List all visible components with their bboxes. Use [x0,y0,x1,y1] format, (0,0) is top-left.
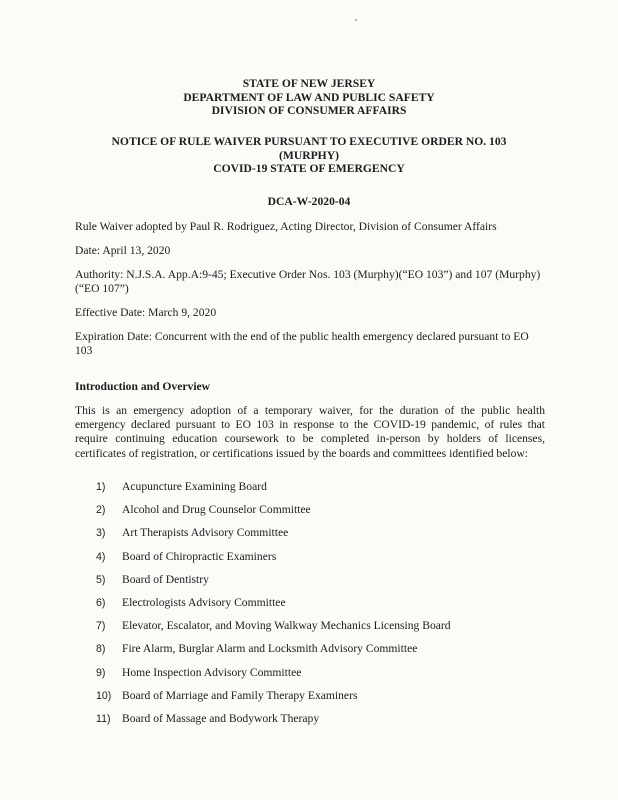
list-item [96,503,451,526]
list-item-name: Board of Massage and Bodywork Therapy [122,711,320,725]
list-item [96,596,451,619]
list-item-number: 7) [96,620,106,633]
list-item-number: 5) [96,573,106,586]
list-item [96,689,451,712]
notice-title [0,135,618,176]
list-item-name: Electrologists Advisory Committee [122,595,286,609]
list-item-number: 3) [96,527,106,540]
list-item-number: 11) [96,712,111,725]
list-item [96,642,451,665]
list-item-name: Board of Marriage and Family Therapy Examiners [122,688,358,702]
list-item [96,550,451,573]
intro-body: This is an emergency adoption of a temporary waiver, for the duration of the public health emergency declared pursuant to EO 103 in response to the COVID-19 pandemic, of rules that require continuing education coursework to be completed in-person by holders of licenses, certificates of registration, or certifications issued by the boards and committees identified below: [75,404,545,460]
notice-title-line1: NOTICE OF RULE WAIVER PURSUANT TO EXECUTIVE ORDER NO. 103 [111,135,507,148]
list-item-number: 1) [96,481,106,493]
agency-department: DEPARTMENT OF LAW AND PUBLIC SAFETY [183,90,435,104]
date-text: Date: April 13, 2020 [75,244,171,257]
notice-title-line3: COVID-19 STATE OF EMERGENCY [213,162,405,175]
list-item-name: Alcohol and Drug Counselor Committee [122,503,311,517]
list-item [96,666,451,689]
notice-title-line2: (MURPHY) [279,148,339,162]
document-number: DCA-W-2020-04 [267,195,351,208]
intro-heading: Introduction and Overview [75,380,211,393]
effective-date-text: Effective Date: March 9, 2020 [75,306,217,319]
list-item-name: Fire Alarm, Burglar Alarm and Locksmith Advisory Committee [122,642,418,656]
list-item-number: 8) [96,643,106,656]
expiration-date-text: Expiration Date: Concurrent with the end of the public health emergency declared pursuant to EO 103 [75,330,529,358]
agency-header [0,77,618,118]
list-item [96,712,451,735]
board-list [96,480,451,735]
authority-text: Authority: N.J.S.A. App.A:9-45; Executive Order Nos. 103 (Murphy)(“EO 103”) and 107 (Murphy) (“EO 107”) [75,268,541,296]
list-item-name: Board of Chiropractic Examiners [122,549,277,563]
list-item-number: 10) [96,689,112,702]
list-item-number: 4) [96,550,106,563]
list-item-name: Elevator, Escalator, and Moving Walkway Mechanics Licensing Board [122,619,451,633]
list-item-name: Acupuncture Examining Board [122,480,267,493]
list-item [96,573,451,596]
scan-speck [355,19,357,21]
list-item-number: 9) [96,666,106,679]
list-item-name: Home Inspection Advisory Committee [122,665,302,679]
list-item-name: Board of Dentistry [122,572,209,586]
agency-division: DIVISION OF CONSUMER AFFAIRS [211,104,407,117]
adopted-by-text: Rule Waiver adopted by Paul R. Rodriguez, Acting Director, Division of Consumer Affairs [75,220,497,233]
agency-state: STATE OF NEW JERSEY [242,77,376,90]
list-item-number: 6) [96,596,106,609]
list-item-number: 2) [96,504,106,517]
list-item [96,619,451,642]
list-item-name: Art Therapists Advisory Committee [122,526,289,540]
list-item [96,526,451,549]
list-item [96,480,451,503]
